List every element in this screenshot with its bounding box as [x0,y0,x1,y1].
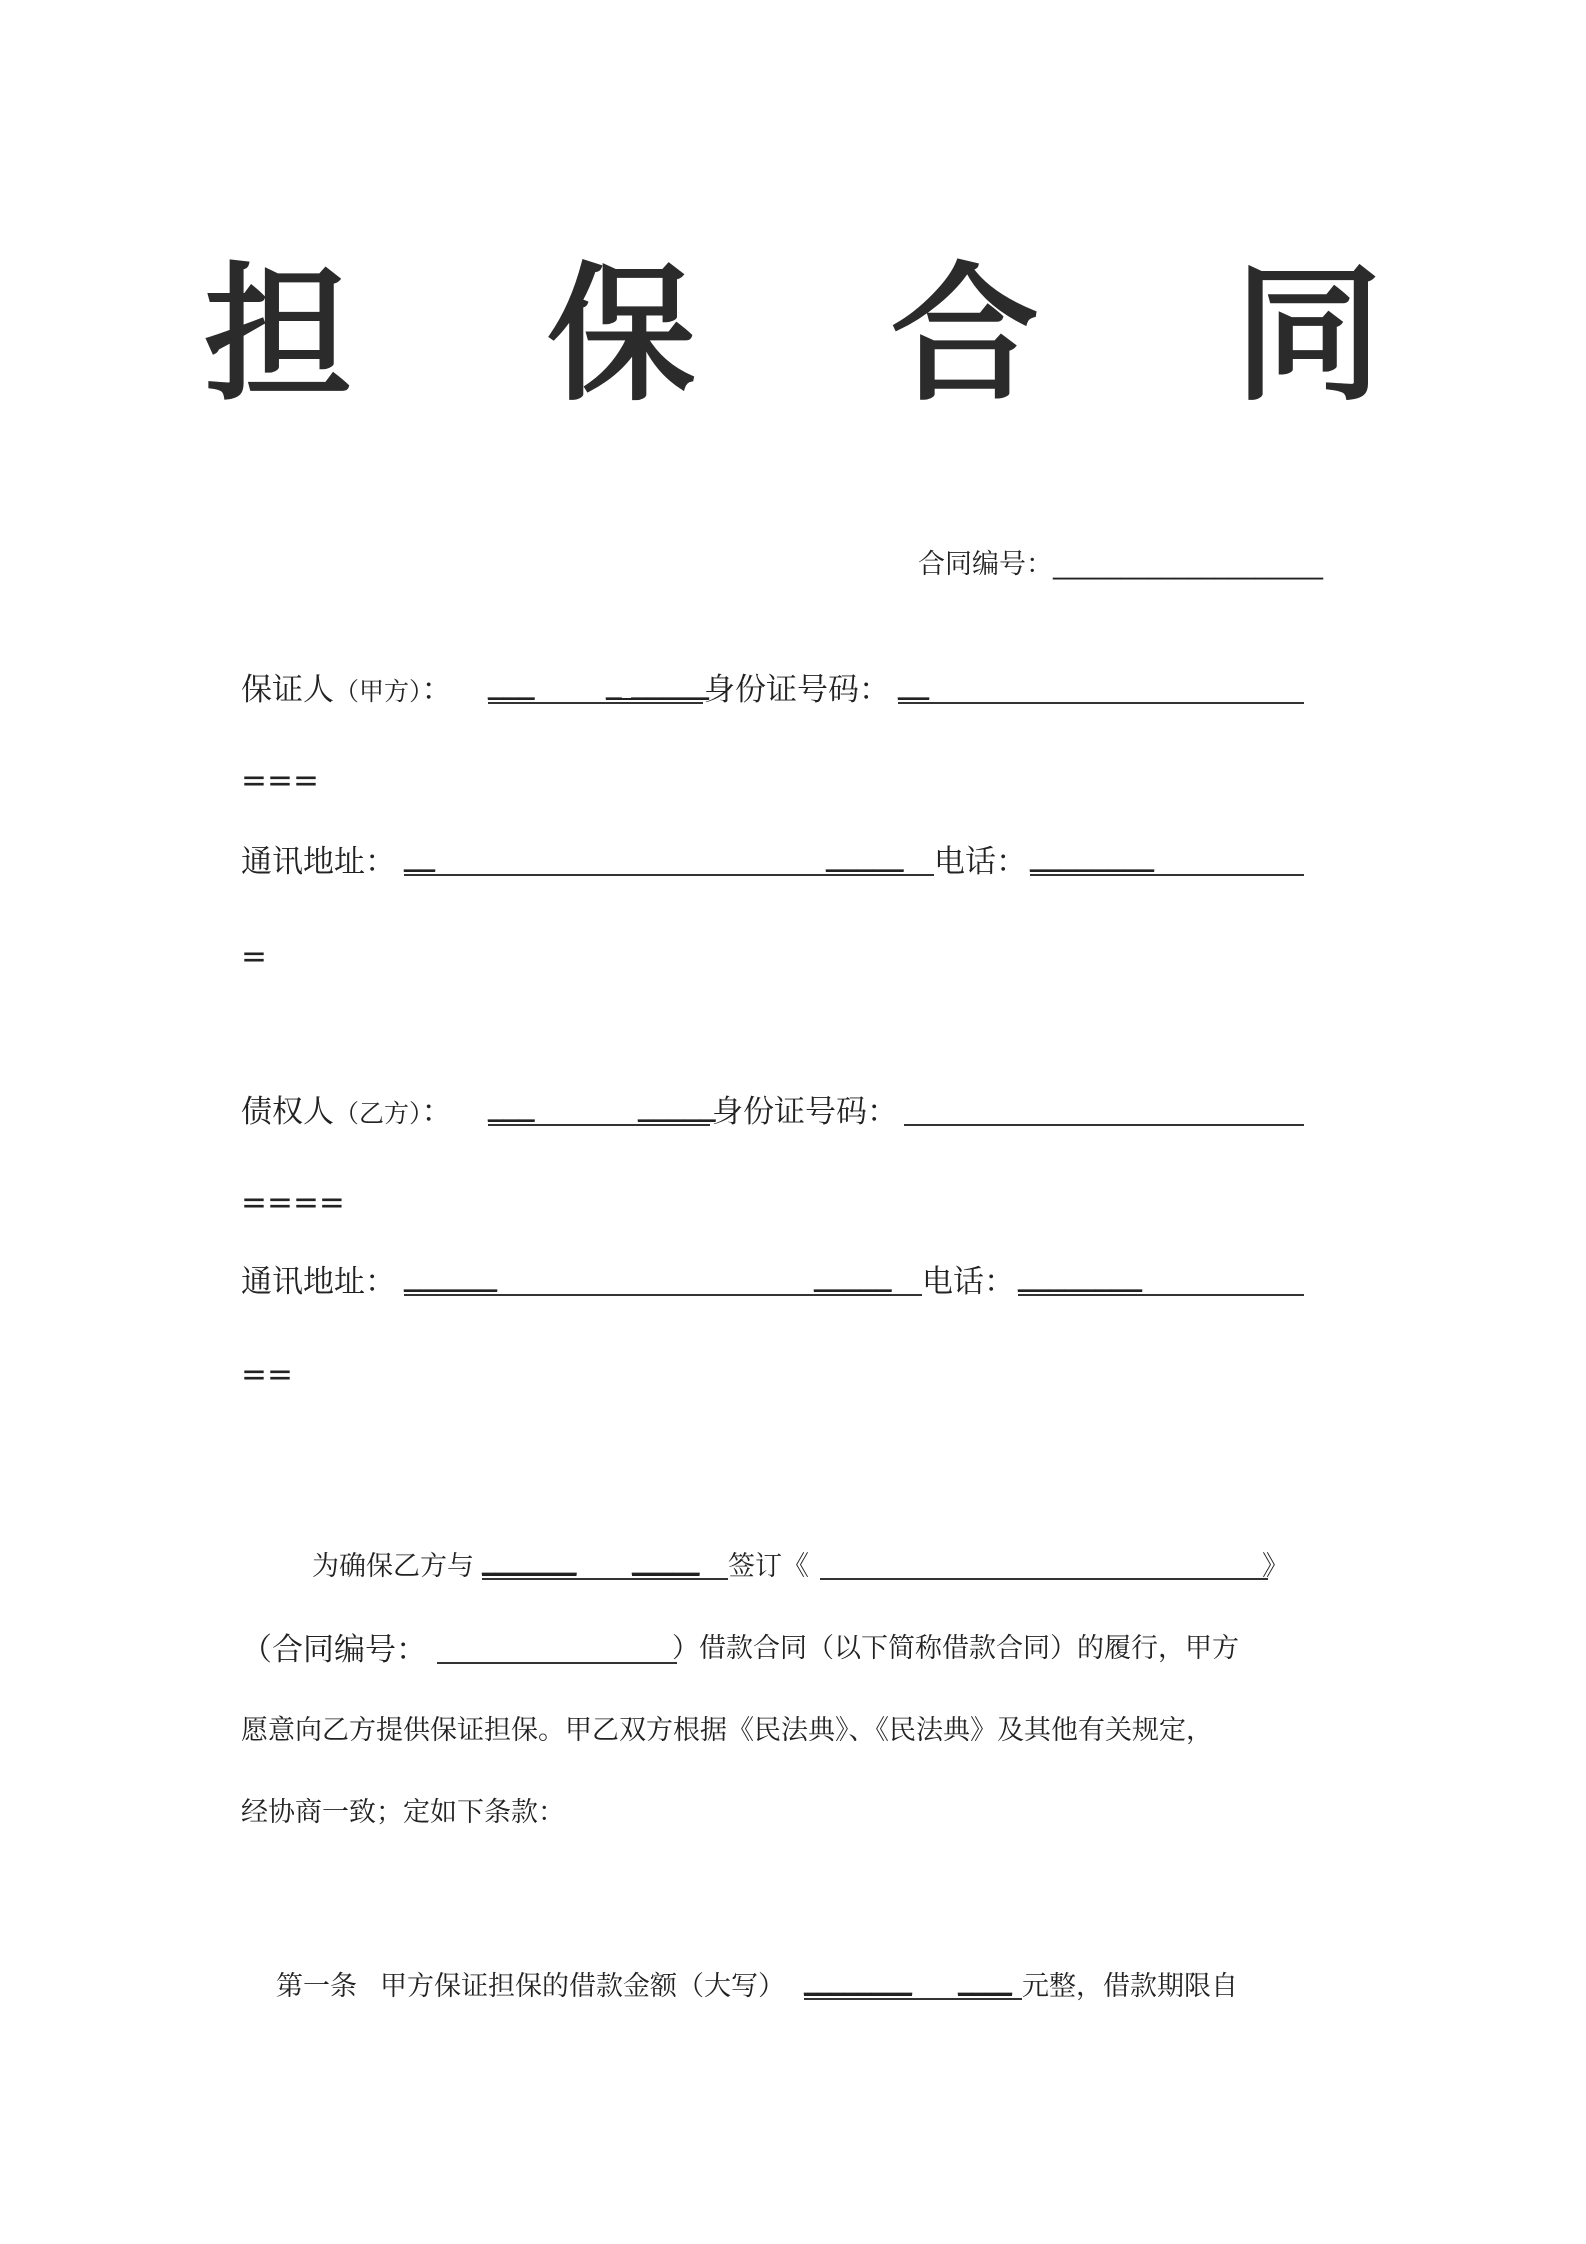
creditor-name-blank-line [488,1124,710,1126]
contract-number-label: 合同编号： [918,549,1053,580]
creditor-address-blank-line [404,1294,922,1296]
preamble-sign-label: 签订《 [728,1551,809,1582]
creditor-id-label: 身份证号码： [712,1094,898,1130]
guarantor-id-blank[interactable]: __ [898,664,929,700]
article1-amount-blank-b[interactable]: ____ [958,1964,1012,1995]
creditor-note: （乙方） [334,1099,422,1128]
creditor-phone-wrap: == [241,1357,293,1393]
guarantor-address-label: 通讯地址： [241,844,396,880]
article1-amount-blank-line [804,1998,1022,2000]
preamble-party-blank-b[interactable]: _____ [632,1544,700,1575]
guarantor-name-blank-a[interactable]: ___ [488,664,535,700]
guarantor-id-wrap: === [241,763,319,799]
guarantor-address-blank-b[interactable]: _____ [826,836,904,872]
article1-heading: 第一条 [276,1971,357,2002]
preamble-contract-number-blank[interactable] [437,1662,677,1664]
creditor-address-blank-a[interactable]: ______ [404,1256,497,1292]
creditor-name-blank-a[interactable]: ___ [488,1086,535,1122]
preamble-line4: 经协商一致；定如下条款： [241,1797,565,1828]
guarantor-address-blank-a[interactable]: __ [404,836,435,872]
creditor-name-line [241,1086,453,1131]
guarantor-label: 保证人 [241,672,334,708]
article1-text-end: 元整，借款期限自 [1022,1971,1238,2002]
preamble-line3: 愿意向乙方提供保证担保。甲乙双方根据《民法典》、《民法典》及其他有关规定， [241,1715,1213,1746]
creditor-colon: ： [421,1094,453,1130]
preamble-party-blank-a[interactable]: _______ [482,1544,577,1575]
creditor-phone-label: 电话： [922,1264,1015,1300]
guarantor-phone-blank[interactable]: ________ [1030,836,1154,872]
creditor-address-blank-b[interactable]: _____ [814,1256,892,1292]
guarantor-name-blank-line [488,702,703,704]
contract-number-blank[interactable]: ____________________ [1053,549,1323,580]
guarantor-phone-label: 电话： [934,844,1027,880]
guarantor-phone-blank-line [1030,874,1304,876]
guarantor-phone-wrap: = [241,939,267,975]
guarantor-id-label: 身份证号码： [704,672,890,708]
contract-number-line [918,542,1323,581]
creditor-address-label: 通讯地址： [241,1264,396,1300]
guarantor-colon: ： [421,672,453,708]
preamble-line2-open: （合同编号： [241,1632,427,1668]
guarantor-id-blank-line [898,702,1304,704]
article1-text-start: 甲方保证担保的借款金额（大写） [380,1971,785,2002]
creditor-phone-blank-line [1018,1294,1304,1296]
preamble-line1-end: 》 [1262,1551,1289,1582]
creditor-name-blank-b[interactable]: _____ [638,1086,716,1122]
guarantor-note: （甲方） [334,677,422,706]
document-title: 担 保 合 同 [203,249,1455,421]
article1-amount-blank-a[interactable]: ________ [804,1964,912,1995]
preamble-party-blank-line [482,1578,728,1580]
guarantor-name-blank-b[interactable]: _ _____ [606,664,709,700]
preamble-line2-close: ）借款合同（以下简称借款合同）的履行，甲方 [672,1633,1239,1664]
creditor-id-blank-line[interactable] [904,1124,1304,1126]
guarantor-name-line [241,664,453,709]
creditor-phone-blank[interactable]: ________ [1018,1256,1142,1292]
preamble-line1-start: 为确保乙方与 [312,1551,474,1582]
preamble-contract-name-blank[interactable] [820,1578,1268,1580]
guarantor-address-blank-line [404,874,934,876]
creditor-label: 债权人 [241,1094,334,1130]
creditor-id-wrap: ==== [241,1185,345,1221]
